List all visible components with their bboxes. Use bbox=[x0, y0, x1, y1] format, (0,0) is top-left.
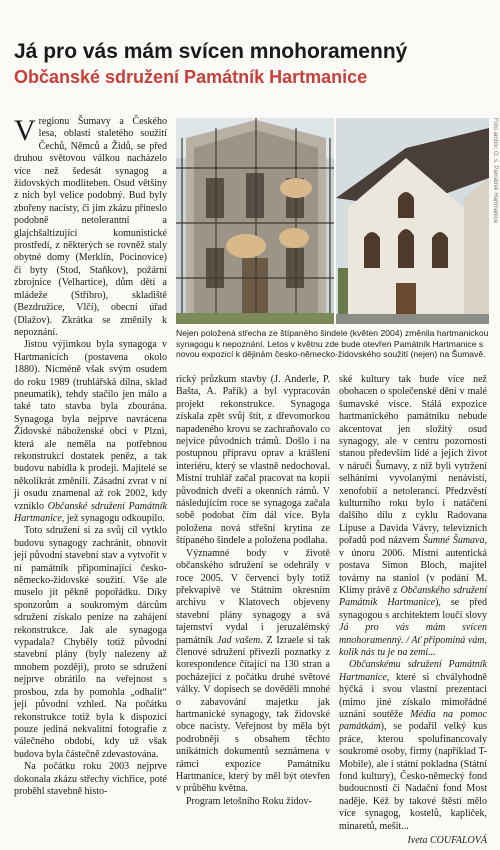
paragraph-intro bbox=[14, 116, 167, 339]
paragraph-text: , v únoru 2006. Místní autentická postava Simon Bloch, majitel továrny na staniol (v podání M. Klímy právě z bbox=[339, 535, 487, 596]
italic-text: Šumné Šumava bbox=[422, 535, 485, 547]
paragraph bbox=[14, 339, 167, 525]
paragraph-text: regionu Šumavy a Českého lesa, oblasti staletého soužití Čechů, Němců a Židů, se před druhou světovou válkou nacházelo více než šedesát synagog a židovských modliteben. Osud většiny z nich byl velice podobný. Bud byly zbořeny nacisty, či jim zkázu přineslo podobně netolerantní a glajchšaltizující komunistické prostředí, z některých se rovněž staly obytné domy (Merklín, Pocinovice) či byty (Stod, Staňkov), požární zbrojnice (Velhartice), dům dětí a mládeže (Stříbro), skladiště (Bezdružice, Vlčí), obecní úřad (Dlažov). Zkrátka se změnily k nepoznání. bbox=[14, 116, 167, 338]
paragraph-text: . Z Izraele si tak členové sdružení přivezli poznatky z korespondence čítající na 130 stran a pocházející z počátku druhé světové války. V dopisech se dověděli mnohé o zabavování majetku jak hartmanické synagogy, tak židovské obce nacisty. Veřejnost by měla být podrobněji s obsahem těchto unikátních dokumentů seznámena v rámci expozice Památníku Hartmanice, který by měl být otevřen v průběhu května. bbox=[176, 634, 331, 795]
photo-credit-text: Foto archiv: O. s. Památník Hartmanice bbox=[492, 118, 498, 224]
italic-text: Občanské sdružení Památník Hartmanice bbox=[14, 500, 167, 524]
reconstruction-photo-graphic bbox=[176, 118, 334, 324]
paragraph bbox=[176, 548, 330, 796]
photo-synagogue-restored bbox=[336, 118, 489, 324]
italic-text: Média na pomoc památkám bbox=[339, 708, 487, 733]
italic-text: Občanskému sdružení Památník Hartmanice bbox=[339, 659, 487, 683]
article-column-2 bbox=[176, 374, 330, 840]
quote-text: Já pro vás mám svícen mnohoramenný. / Ať připomíná vám, kolik nás tu je na zemi... bbox=[339, 622, 487, 658]
article-column-1 bbox=[14, 116, 167, 840]
paragraph: Toto sdružení si za svůj cíl vytklo budovu synagogy zachránit, obnovit její původní stavební stav a vytvořit v ní památník připomínající česko-německo-židovské soužití. Vše ale muselo jít pěkně popořádku. Díky sponzorům a soukromým dárcům sdružení získalo peníze na zahájení rekonstrukce. Jak ale synagoga vypadala? Chyběly totiž původní stavební plány (byly nalezeny až mnohem později), proto se sdružení nejprve obrátilo na veřejnost s prosbou, zda by pomohla „odhalit“ její původní vzhled. Na počátku rekonstrukce totiž byla k dispozici pouze jediná nekvalitní fotografie z válečného období, kdy už však budova byla částečně zdevastována. bbox=[14, 525, 167, 760]
paragraph bbox=[339, 659, 487, 833]
paragraph-text: , které si chvályhodně hýčká i svou vlastní prezentaci (mimo jiné získalo mimořádné uznání soutěže bbox=[339, 671, 487, 720]
restored-photo-graphic bbox=[336, 118, 489, 324]
paragraph-text: ské kultury tak bude více než obohacen o společenské dění v malé šumavské vísce. Stálá expozice hartmanického památníku nebude akcentovat jen složitý osud synagogy, ale v centru pozornosti stanou především lidé a jejich život v náruči Šumavy, z níž byli vytrženi selháními vyvolanými nenávistí, xenofobií a netolerancí. Předzvěstí kulturního roku bylo i natáčení dalšího dílu z cyklu Radovana Lipuse a Davida Vávry, televizních pořadů pod názvem bbox=[339, 374, 487, 547]
article-subtitle: Občanské sdružení Památník Hartmanice bbox=[14, 67, 368, 87]
paragraph: Program letošního Roku židov- bbox=[186, 795, 312, 807]
paragraph: rický průzkum stavby (J. Anderle, P. Bašta, A. Pařík) a byl vypracován projekt rekonstrukce. Synagoga získala zpět svůj štít, z dřevomorkou napadeného krovu se zachraňovalo co nejvíce původních trámů. Došlo i na postupnou přípravu oprav a krášlení interiéru, který se vlastně nedochoval. Místní truhlář začal pracovat na kopii původních dveří a okenních rámů. V následujícím roce se synagoga začala sobě podobat čím dál více. Byla položena nová střešní krytina ze štípaného šindele a položena podlaha. bbox=[176, 374, 330, 547]
paragraph-text: , jež synagogu odkoupilo. bbox=[61, 513, 165, 524]
signature-text: Iveta COUFALOVÁ bbox=[407, 835, 487, 847]
article-column-3 bbox=[339, 374, 488, 847]
paragraph-text: Jistou výjimkou byla synagoga v Hartmanicích (postavena okolo 1880). Nicméně však svým osudem do roku 1989 (truhlářská dílna, sklad pneumatik), tehdy stačilo jen málo a také tato stavba byla zbourána. Synagoga byla nejprve navrácena Židovské náboženské obci v Plzni, která ale neměla na potřebnou rekonstrukci dostatek peněz, a tak budovu nabídla k prodeji. Majitelé se několikrát změnili. Zásadní zvrat v ní ji osudu znamenal až rok 2002, kdy vzniklo bbox=[14, 339, 167, 512]
paragraph-text: Významné body v životě občanského sdružení se odehrály v roce 2005. V červenci byly totiž překvapivě ve Státním okresním archivu v Klatovech objeveny stavební plány synagogy a svá tajemství vydal i jeruzalémský památník bbox=[176, 547, 330, 646]
paragraph bbox=[339, 374, 487, 659]
italic-text: Jad vašem bbox=[217, 634, 261, 646]
paragraph: Na počátku roku 2003 nejprve dokonala zkázu střechy vichřice, poté proběhl stavebně histo- bbox=[14, 761, 167, 797]
drop-cap: V bbox=[14, 114, 36, 147]
italic-text: Občanského sdružení Památník Hartmanice bbox=[339, 584, 487, 609]
article-title: Já pro vás mám svícen mnohoramenný bbox=[14, 40, 408, 63]
photo-synagogue-reconstruction bbox=[176, 118, 334, 324]
photo-credit bbox=[490, 118, 498, 238]
author-signature bbox=[339, 835, 487, 847]
paragraph-text: ), se podařil velký kus práce, kterou spolufinancovaly soukromé osoby, firmy (například T-Mobile), ale i státní pokladna (Státní fond kultury), Česko-německý fond budoucnosti či Nadační fond Most naděje. Kéž by takové štěstí mělo více synagog, kostelů, kapliček, minaretů, mešit... bbox=[339, 721, 487, 832]
paragraph-text: ), se před synagogou s architektem loučí slovy bbox=[339, 597, 488, 621]
photo-caption: Nejen položená střecha ze štípaného šindele (květen 2004) změnila hartmanickou synagogu k nepoznání. Letos v květnu zde bude otevřen Památník Hartmanice s novou expozicí k dějinám česko-německo-židovského soužití (nejen) na Šumavě. bbox=[176, 328, 489, 360]
